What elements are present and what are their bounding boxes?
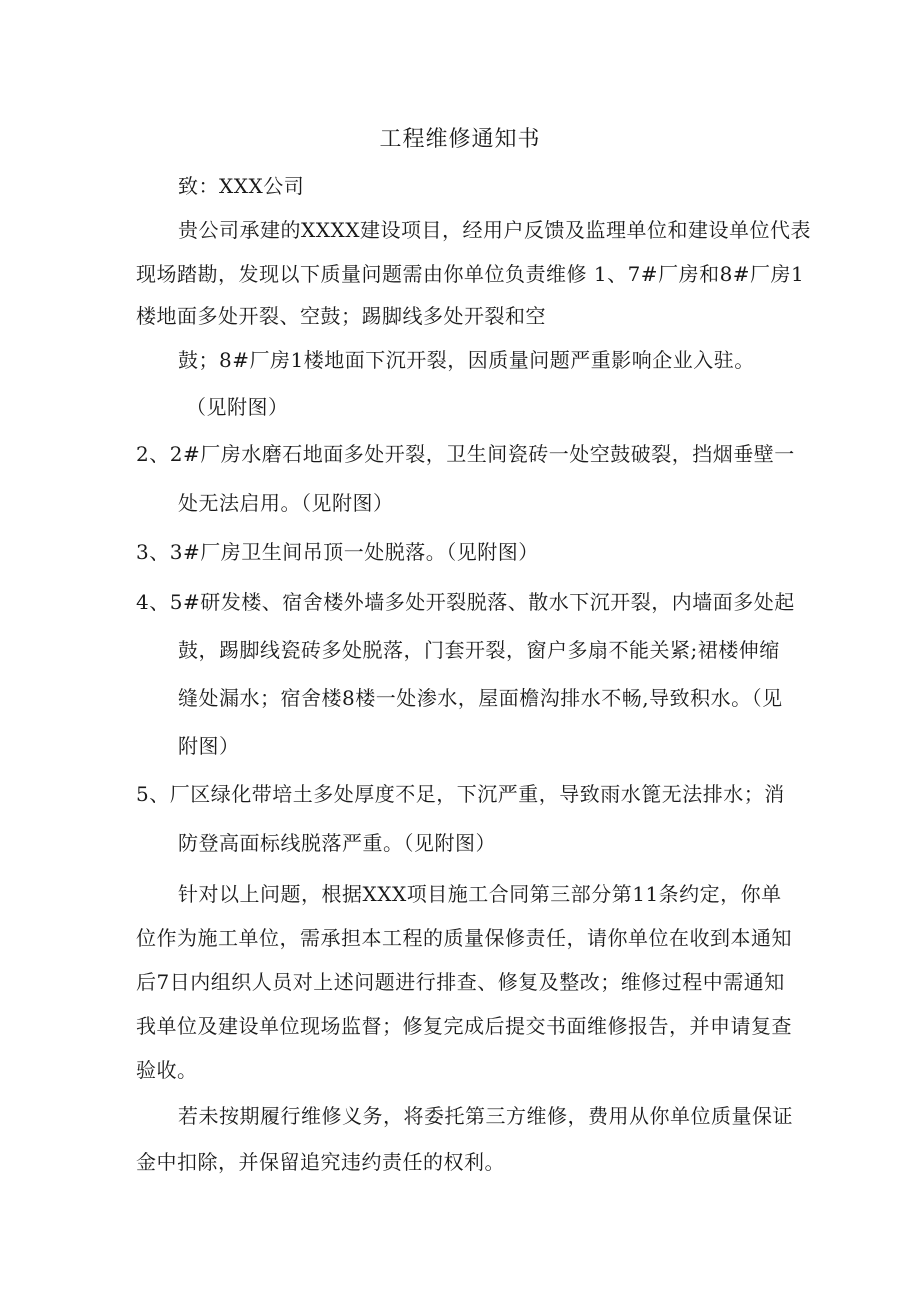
- basis-line-3: 后7日内组织人员对上述问题进行排查、修复及整改；维修过程中需通知: [136, 970, 785, 994]
- intro-line-5: （见附图）: [186, 395, 289, 419]
- intro-line-1: 贵公司承建的XXXX建设项目，经用户反馈及监理单位和建设单位代表: [178, 218, 811, 242]
- item-4-line-4: 附图）: [178, 734, 240, 758]
- addressee: 致：XXX公司: [178, 174, 305, 198]
- consequence-line-2: 金中扣除，并保留追究违约责任的权利。: [136, 1150, 505, 1174]
- basis-line-1: 针对以上问题，根据XXX项目施工合同第三部分第11条约定，你单: [178, 882, 782, 906]
- basis-line-5: 验收。: [136, 1058, 198, 1082]
- item-2-line-2: 处无法启用。（见附图）: [178, 491, 394, 515]
- intro-line-2: 现场踏勘，发现以下质量问题需由你单位负责维修 1、7#厂房和8#厂房1: [136, 262, 805, 286]
- basis-line-4: 我单位及建设单位现场监督；修复完成后提交书面维修报告，并申请复查: [136, 1014, 792, 1038]
- intro-line-4: 鼓；8#厂房1楼地面下沉开裂，因质量问题严重影响企业入驻。: [178, 348, 755, 372]
- item-2-line-1: 2、2#厂房水磨石地面多处开裂，卫生间瓷砖一处空鼓破裂，挡烟垂壁一: [136, 442, 795, 466]
- item-4-line-2: 鼓，踢脚线瓷砖多处脱落，门套开裂，窗户多扇不能关紧;裙楼伸缩: [178, 638, 780, 662]
- item-4-line-1: 4、5#研发楼、宿舍楼外墙多处开裂脱落、散水下沉开裂，内墙面多处起: [136, 590, 795, 614]
- intro-line-3: 楼地面多处开裂、空鼓；踢脚线多处开裂和空: [136, 304, 546, 328]
- consequence-line-1: 若未按期履行维修义务，将委托第三方维修，费用从你单位质量保证: [178, 1104, 793, 1128]
- item-5-line-2: 防登高面标线脱落严重。（见附图）: [178, 831, 496, 855]
- item-5-line-1: 5、厂区绿化带培土多处厚度不足，下沉严重，导致雨水篦无法排水；消: [136, 782, 785, 806]
- document-title: 工程维修通知书: [379, 127, 541, 152]
- basis-line-2: 位作为施工单位，需承担本工程的质量保修责任，请你单位在收到本通知: [136, 926, 792, 950]
- item-3-line-1: 3、3#厂房卫生间吊顶一处脱落。（见附图）: [136, 540, 539, 564]
- item-4-line-3: 缝处漏水；宿舍楼8楼一处渗水，屋面檐沟排水不畅,导致积水。（见: [178, 686, 783, 710]
